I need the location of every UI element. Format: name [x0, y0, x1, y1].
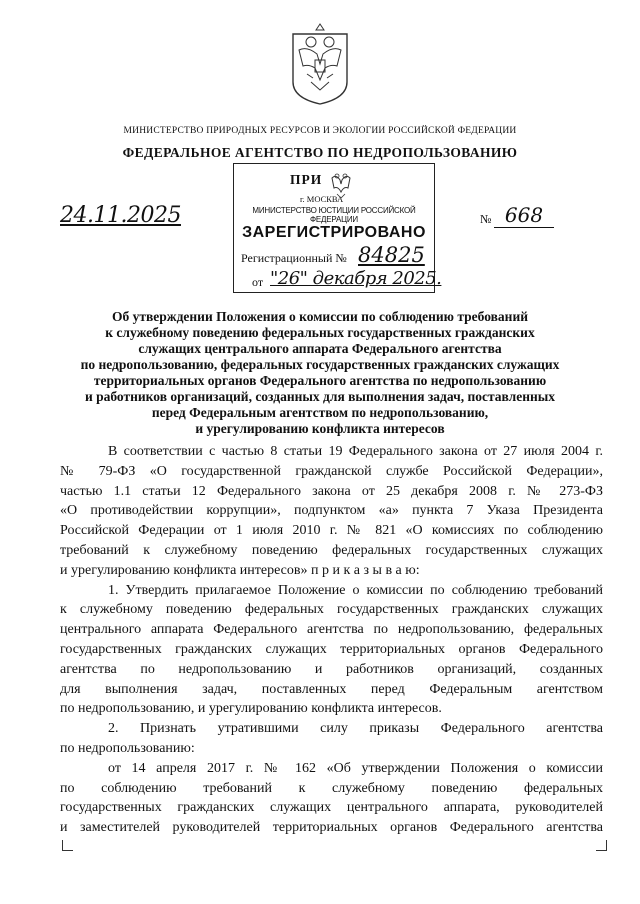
- registered-label: ЗАРЕГИСТРИРОВАНО: [242, 224, 426, 241]
- title-line: и урегулированию конфликта интересов: [195, 421, 445, 436]
- registration-number-value: 84825: [358, 243, 425, 267]
- order-number-value: 668: [494, 203, 554, 228]
- body-line: государственных гражданских служащих территориальных органов Федерального: [60, 641, 603, 657]
- body-line: центрального аппарата Федерального агентства по недропользованию, федеральных: [60, 622, 603, 638]
- title-line: по недропользованию, федеральных государственных гражданских служащих: [80, 357, 560, 372]
- document-body: [60, 442, 603, 838]
- body-line: агентства по недропользованию и работников организаций, созданных: [60, 661, 603, 677]
- title-line: служащих центрального аппарата Федерального агентства: [138, 341, 502, 356]
- body-line: государственных гражданских служащих центрального аппарата, руководителей: [60, 800, 603, 816]
- city-label: г. МОСКВА: [300, 194, 344, 204]
- page-corner-mark-right: [596, 840, 607, 851]
- registration-date-value: "26" декабря 2025.: [270, 268, 442, 289]
- small-eagle-icon: [328, 170, 354, 200]
- double-headed-eagle-emblem-icon: [287, 20, 353, 106]
- body-line: по соблюдению требований к служебному поведению федеральных: [60, 780, 603, 796]
- title-line: территориальных органов Федерального агентства по недропользованию: [93, 373, 547, 388]
- registration-number-label: Регистрационный №: [241, 251, 347, 265]
- order-number-label: №: [480, 212, 492, 226]
- body-line: 2. Признать утратившими силу приказы Федерального агентства: [108, 721, 603, 737]
- stamp-ministry: МИНИСТЕРСТВО ЮСТИЦИИ РОССИЙСКОЙ ФЕДЕРАЦИИ: [252, 206, 416, 224]
- body-line: В соответствии с частью 8 статьи 19 Федерального закона от 27 июля 2004 г.: [108, 444, 603, 459]
- body-line: 1. Утвердить прилагаемое Положение о комиссии по соблюдению требований: [108, 582, 603, 598]
- body-line: № 79-ФЗ «О государственной гражданской службе Российской Федерации»,: [60, 463, 603, 479]
- agency-name: ФЕДЕРАЛЬНОЕ АГЕНТСТВО ПО НЕДРОПОЛЬЗОВАНИЮ: [122, 145, 518, 160]
- body-line: к служебному поведению федеральных государственных гражданских служащих: [60, 602, 603, 618]
- body-line: частью 1.1 статьи 12 Федерального закона от 25 декабря 2008 г. № 273-ФЗ: [60, 483, 603, 499]
- body-line: по недропользованию:: [60, 740, 195, 756]
- body-line: требований к служебному поведению федеральных государственных служащих: [60, 542, 603, 558]
- stamp-emblem: [328, 170, 354, 200]
- page-corner-mark-left: [62, 840, 73, 851]
- order-heading: ПРИ: [290, 172, 323, 187]
- registration-date-label: от: [252, 275, 264, 289]
- title-line: к служебному поведению федеральных государственных гражданских: [105, 325, 535, 340]
- body-line: по недропользованию, и урегулированию конфликта интересов.: [60, 701, 442, 717]
- body-line: «О противодействии коррупции», подпунктом «а» пункта 7 Указа Президента: [60, 503, 603, 519]
- body-line: от 14 апреля 2017 г. № 162 «Об утверждении Положения о комиссии: [108, 760, 603, 776]
- order-date: 24.11.2025: [60, 203, 181, 228]
- state-emblem: [287, 20, 353, 106]
- title-line: перед Федеральным агентством по недропользованию,: [151, 405, 489, 420]
- body-line: и заместителей руководителей территориальных органов Федерального агентства: [60, 820, 603, 836]
- document-title: [40, 309, 600, 437]
- body-line: для выполнения задач, поставленных перед Федеральным агентством: [60, 681, 603, 697]
- ministry-name: МИНИСТЕРСТВО ПРИРОДНЫХ РЕСУРСОВ И ЭКОЛОГИИ РОССИЙСКОЙ ФЕДЕРАЦИИ: [123, 126, 517, 136]
- title-line: Об утверждении Положения о комиссии по соблюдению требований: [111, 309, 529, 324]
- body-line: и урегулированию конфликта интересов» п р и к а з ы в а ю:: [60, 562, 420, 578]
- body-line: Российской Федерации от 1 июля 2010 г. № 821 «О комиссиях по соблюдению: [60, 523, 603, 539]
- title-line: и работников организаций, созданных для выполнения задач, поставленных: [84, 389, 556, 404]
